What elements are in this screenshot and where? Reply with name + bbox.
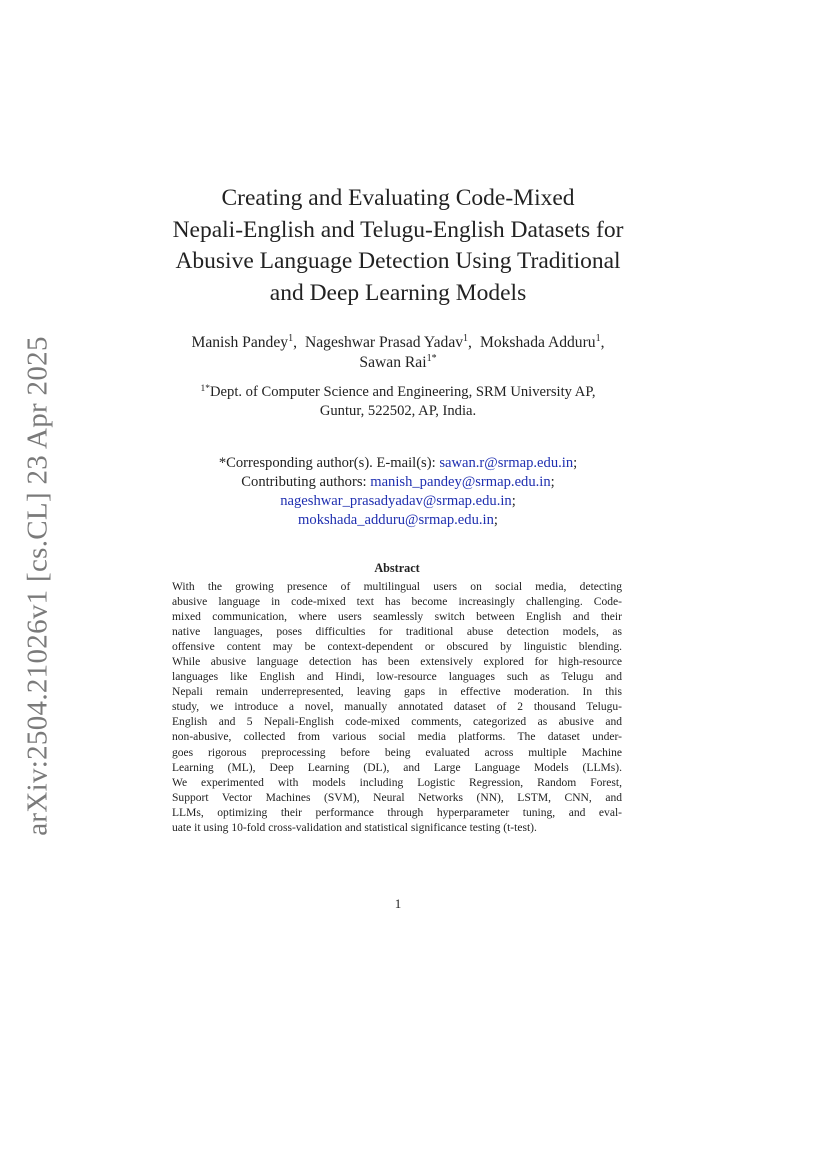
abstract-line: uate it using 10-fold cross-validation and statistical significance testing (t-test). (172, 821, 537, 834)
author-name: Mokshada Adduru (479, 334, 596, 351)
affiliation-line: Guntur, 522502, AP, India. (319, 403, 477, 419)
affiliation (150, 383, 646, 421)
title-line: and Deep Learning Models (269, 279, 527, 306)
title-line: Abusive Language Detection Using Traditional (175, 248, 621, 274)
abstract-line: With the growing presence of multilingual users on social media, detecting (172, 581, 622, 593)
author-name: Sawan Rai (359, 354, 427, 371)
abstract-line: native languages, poses difficulties for traditional abuse detection models, as (172, 626, 622, 639)
abstract-line: study, we introduce a novel, manually annotated dataset of 2 thousand Telugu- (172, 701, 622, 714)
abstract-line: Learning (ML), Deep Learning (DL), and Large Language Models (LLMs). (172, 761, 622, 774)
abstract-line: LLMs, optimizing their performance through hyperparameter tuning, and eval- (172, 806, 622, 819)
abstract-line: abusive language in code-mixed text has become increasingly challenging. Code- (172, 596, 622, 609)
author-list: Manish Pandey$^1$, Nageshwar Prasad Yadav$^1$, Mokshada Adduru$^1$, Sawan Rai$^{1*}$ (191, 333, 605, 371)
abstract-line: offensive content may be context-dependent or obscured by linguistic blending. (172, 641, 622, 654)
email-link[interactable]: manish_pandey@srmap.edu.in (370, 474, 551, 490)
affiliation-mark: 1* (200, 384, 211, 394)
email-link[interactable]: nageshwar_prasadyadav@srmap.edu.in (280, 493, 512, 509)
paper-title (150, 183, 646, 309)
abstract-line: Support Vector Machines (SVM), Neural Networks (NN), LSTM, CNN, and (172, 791, 622, 804)
abstract-body (172, 580, 622, 836)
author-affiliation-mark: 1 (463, 333, 469, 344)
abstract-line: languages like English and Hindi, low-resource languages such as Telugu and (172, 671, 622, 684)
author-name: Manish Pandey (191, 334, 289, 351)
author-name: Nageshwar Prasad Yadav (304, 334, 464, 351)
corresponding-label: *Corresponding author(s). E-mail(s): (218, 455, 436, 471)
abstract-line: While abusive language detection has been extensively explored for high-resource (172, 656, 622, 669)
abstract-line: goes rigorous preprocessing before being evaluated across multiple Machine (172, 746, 622, 759)
contributing-label: Contributing authors: (241, 474, 367, 490)
email-link[interactable]: mokshada_adduru@srmap.edu.in (298, 512, 494, 528)
corresponding-email-link[interactable]: sawan.r@srmap.edu.in (439, 455, 574, 471)
abstract-heading: Abstract (374, 561, 420, 575)
author-affiliation-mark: 1 (288, 333, 294, 344)
abstract-line: Nepali remain underrepresented, leaving gaps in effective moderation. In this (172, 686, 622, 699)
author-affiliation-mark: 1* (426, 353, 437, 364)
author-affiliation-mark: 1 (595, 333, 601, 344)
title-line: Nepali-English and Telugu-English Datasets for (172, 216, 624, 243)
arxiv-identifier: arXiv:2504.21026v1 [cs.CL] 23 Apr 2025 (21, 336, 54, 836)
page-number: 1 (394, 896, 402, 911)
abstract-line: mixed communication, where users seamlessly switch between English and their (172, 611, 622, 624)
abstract-line: non-abusive, collected from various social media platforms. The dataset under- (172, 731, 622, 744)
title-line: Creating and Evaluating Code-Mixed (221, 185, 575, 211)
contact-info: *Corresponding author(s). E-mail(s): sawan.r@srmap.edu.in; Contributing authors: manish_pandey@srmap.edu.in; nageshwar_prasadyadav@srmap.edu.in; mokshada_adduru@srmap.edu.in; (218, 455, 578, 528)
abstract-line: English and 5 Nepali-English code-mixed comments, categorized as abusive and (172, 716, 622, 729)
abstract-line: We experimented with models including Logistic Regression, Random Forest, (172, 776, 622, 789)
affiliation-line: Dept. of Computer Science and Engineering, SRM University AP, (210, 384, 596, 400)
